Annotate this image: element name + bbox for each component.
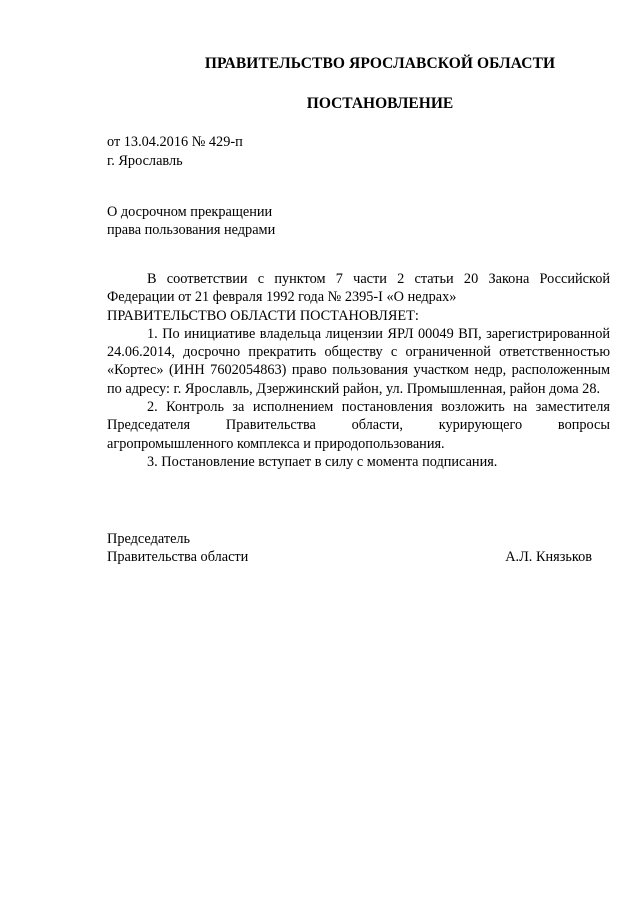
document-meta — [107, 133, 243, 171]
clause-3: 3. Постановление вступает в силу с момента подписания. — [147, 453, 498, 470]
signatory-title-2: Правительства области — [107, 549, 249, 565]
city: г. Ярославль — [107, 153, 183, 169]
subject-line-1: О досрочном прекращении — [107, 204, 273, 220]
document-type: ПОСТАНОВЛЕНИЕ — [306, 95, 454, 112]
issuing-authority: ПРАВИТЕЛЬСТВО ЯРОСЛАВСКОЙ ОБЛАСТИ — [204, 55, 556, 72]
clause-1: 1. По инициативе владельца лицензии ЯРЛ 00049 ВП, зарегистрированной 24.06.2014, досрочно прекратить обществу с ограниченной ответственностью «Кортес» (ИНН 7602054863) право пользования участком недр, расположенным по адресу: г. Ярославль, Дзержинский район, ул. Промышленная, район дома 28. — [107, 325, 610, 397]
document-subject — [107, 203, 275, 239]
signatory-name: А.Л. Князьков — [505, 549, 592, 565]
signatory-title-1: Председатель — [107, 531, 191, 547]
date-and-number: от 13.04.2016 № 429-п — [107, 134, 243, 150]
signature-row — [107, 548, 592, 566]
signature-block — [107, 530, 592, 566]
resolution-statement: ПРАВИТЕЛЬСТВО ОБЛАСТИ ПОСТАНОВЛЯЕТ: — [107, 307, 419, 324]
preamble: В соответствии с пунктом 7 части 2 статьи 20 Закона Российской Федерации от 21 февраля 1992 года № 2395-I «О недрах» — [107, 271, 610, 306]
document-body — [107, 270, 610, 471]
subject-line-2: права пользования недрами — [107, 222, 276, 238]
clause-2: 2. Контроль за исполнением постановления возложить на заместителя Председателя Правительства области, курирующего вопросы агропромышленного комплекса и природопользования. — [107, 399, 610, 452]
